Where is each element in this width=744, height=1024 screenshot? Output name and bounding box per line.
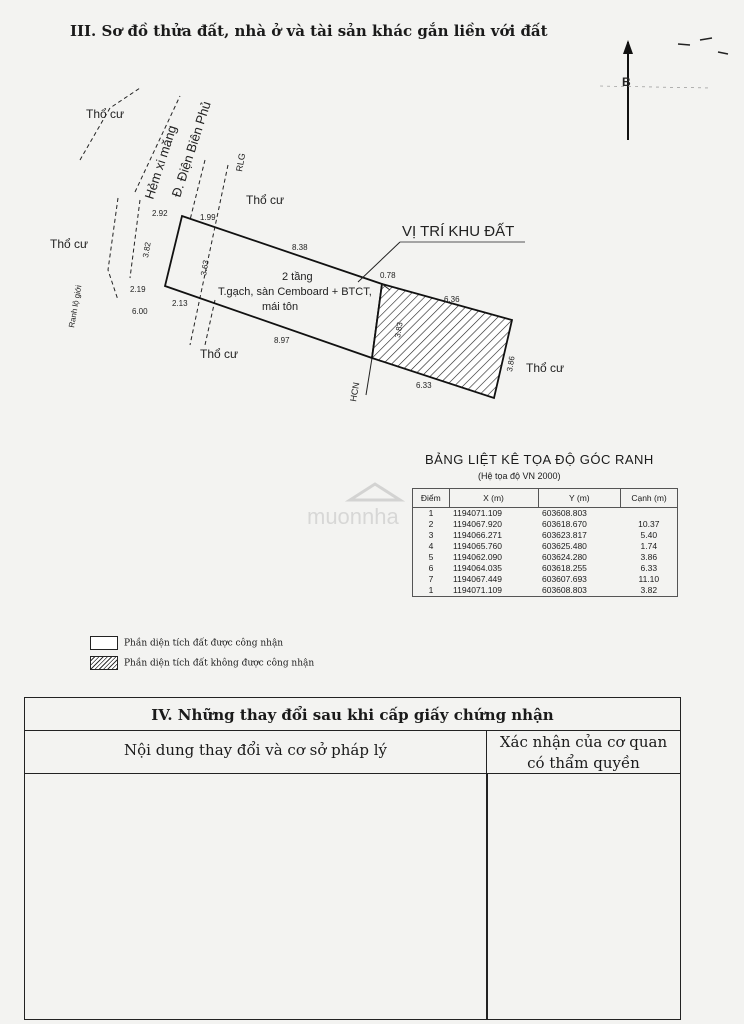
x-value: 1194067.920 xyxy=(453,519,503,529)
changes-column-header: Nội dung thay đổi và cơ sở pháp lý xyxy=(25,730,487,774)
watermark-text: muonnha xyxy=(307,504,399,528)
y-value: 603618.255 xyxy=(542,563,587,573)
legend-not-recognized xyxy=(90,656,314,670)
y-value: 603623.817 xyxy=(542,530,587,540)
section-4-table xyxy=(24,697,681,1020)
neighbor-label: Thổ cư xyxy=(526,361,565,375)
confirmation-header-line-2: có thẩm quyền xyxy=(527,754,640,772)
point-id: 3 xyxy=(428,530,434,540)
dim-label: 6.36 xyxy=(444,295,460,304)
edge-value: 1.74 xyxy=(640,541,658,551)
table-row xyxy=(413,541,678,552)
neighbor-label: Thổ cư xyxy=(50,237,89,251)
dim-label: 8.97 xyxy=(274,336,290,345)
y-value: 603608.803 xyxy=(542,585,587,595)
col-header: X (m) xyxy=(449,489,538,508)
legend-not-recognized-text: Phần diện tích đất không được công nhận xyxy=(124,658,315,669)
legend-recognized-text: Phần diện tích đất được công nhận xyxy=(124,638,284,649)
confirmation-column-header xyxy=(487,730,680,774)
x-value: 1194065.760 xyxy=(453,541,503,551)
coord-table-subtitle: (Hệ tọa độ VN 2000) xyxy=(478,471,561,481)
north-arrow-icon xyxy=(600,40,710,140)
dim-label: 3.82 xyxy=(141,241,153,259)
edge-value: 3.82 xyxy=(640,585,658,595)
alley-label: Hẻm xi măng xyxy=(141,123,180,201)
coord-table-title: BẢNG LIỆT KÊ TỌA ĐỘ GÓC RANH xyxy=(425,452,654,467)
dim-label: 0.78 xyxy=(380,271,396,280)
table-row xyxy=(413,574,678,585)
table-row xyxy=(413,585,678,597)
point-id: 5 xyxy=(428,552,434,562)
building-line-1: 2 tầng xyxy=(282,271,313,283)
legend-swatch-plain xyxy=(90,636,118,650)
legend-recognized xyxy=(90,636,283,650)
parcel-not-recognized xyxy=(372,284,512,398)
y-value: 603624.280 xyxy=(542,552,587,562)
coord-table xyxy=(412,488,678,597)
y-value: 603608.803 xyxy=(542,508,587,518)
dim-label: 6.33 xyxy=(416,381,432,390)
dim-label: 8.38 xyxy=(292,243,308,252)
y-value: 603625.480 xyxy=(542,541,587,551)
dim-label: 2.13 xyxy=(172,299,188,308)
neighbor-label: Thổ cư xyxy=(246,193,285,207)
col-header: Y (m) xyxy=(538,489,621,508)
y-value: 603607.693 xyxy=(542,574,587,584)
table-row xyxy=(413,563,678,574)
dim-label: 2.19 xyxy=(130,285,146,294)
edge-value: 10.37 xyxy=(638,519,660,529)
point-id: 4 xyxy=(428,541,434,551)
x-value: 1194066.271 xyxy=(453,530,503,540)
col-header: Điểm xyxy=(413,489,450,508)
location-label: VỊ TRÍ KHU ĐẤT xyxy=(402,223,515,240)
corner-marks xyxy=(678,38,728,54)
boundary-label: Ranh lộ giới xyxy=(67,284,84,329)
x-value: 1194062.090 xyxy=(453,552,503,562)
dim-label: 1.99 xyxy=(200,213,216,222)
dim-label: 3.86 xyxy=(505,355,517,373)
neighbor-label: Thổ cư xyxy=(200,347,239,361)
table-row xyxy=(413,552,678,563)
point-id: 6 xyxy=(428,563,434,573)
section-4-title: IV. Những thay đổi sau khi cấp giấy chứng nhận xyxy=(25,698,680,731)
table-row xyxy=(413,508,678,520)
col-header: Cạnh (m) xyxy=(621,489,678,508)
edge-value: 3.86 xyxy=(640,552,658,562)
point-id: 1 xyxy=(428,508,434,518)
dim-label: 3.83 xyxy=(393,321,405,339)
dim-label: 2.92 xyxy=(152,209,168,218)
dim-label: 3.63 xyxy=(199,259,211,277)
point-id: 7 xyxy=(428,574,434,584)
dim-label: 6.00 xyxy=(132,307,148,316)
rlg-label: RLG xyxy=(234,152,248,173)
table-row xyxy=(413,519,678,530)
x-value: 1194067.449 xyxy=(453,574,503,584)
section-3-title: III. Sơ đồ thửa đất, nhà ở và tài sản khác gắn liền với đất xyxy=(70,22,548,40)
land-sketch xyxy=(0,0,744,450)
point-id: 1 xyxy=(428,585,434,595)
point-id: 2 xyxy=(428,519,434,529)
edge-value: 11.10 xyxy=(638,574,660,584)
column-divider xyxy=(486,774,488,1019)
edge-value: 6.33 xyxy=(640,563,658,573)
neighbor-label: Thổ cư xyxy=(86,107,125,121)
x-value: 1194071.109 xyxy=(453,508,503,518)
legend-swatch-hatched xyxy=(90,656,118,670)
street-label: Đ. Điện Biên Phủ xyxy=(168,99,214,199)
edge-value: 5.40 xyxy=(640,530,658,540)
building-line-2: T.gạch, sàn Cemboard + BTCT, xyxy=(218,286,372,298)
table-row xyxy=(413,530,678,541)
building-line-3: mái tôn xyxy=(262,301,299,313)
north-label: B xyxy=(622,75,631,89)
x-value: 1194071.109 xyxy=(453,585,503,595)
y-value: 603618.670 xyxy=(542,519,587,529)
x-value: 1194064.035 xyxy=(453,563,503,573)
confirmation-header-line-1: Xác nhận của cơ quan xyxy=(499,733,668,751)
hcn-label: HCN xyxy=(348,381,362,403)
